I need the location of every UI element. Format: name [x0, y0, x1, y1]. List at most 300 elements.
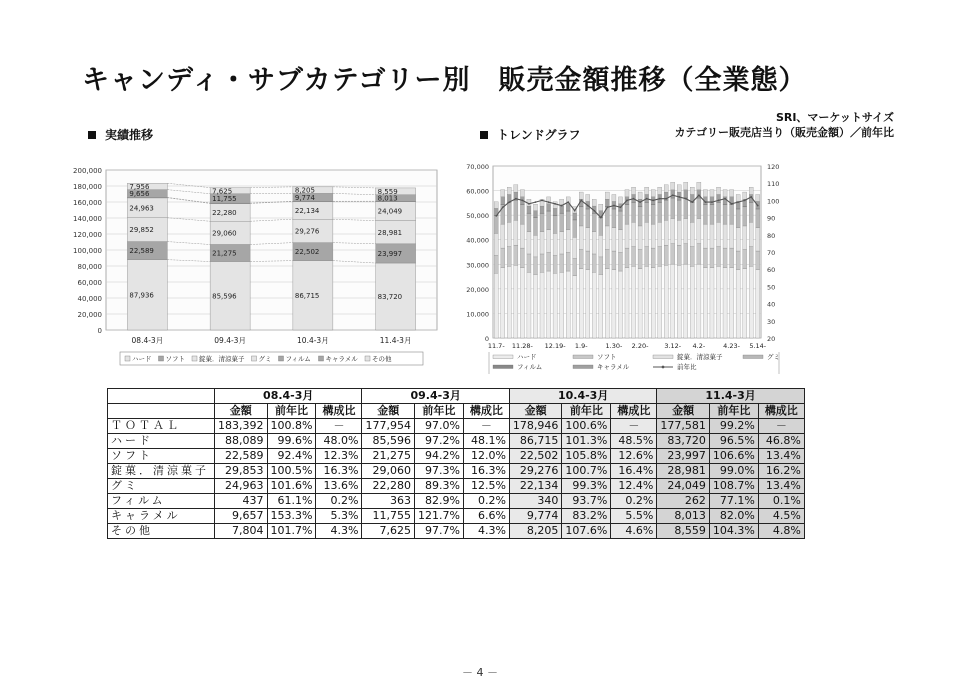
data-label: 22,280 — [212, 208, 237, 217]
trend-bar-segment — [520, 190, 524, 197]
trend-bar-segment — [618, 211, 622, 230]
trend-bar-segment — [658, 266, 662, 338]
yoy-point — [620, 206, 622, 208]
trend-bar-segment — [573, 213, 577, 220]
column-header: 金額 — [657, 404, 710, 419]
trend-bar-segment — [599, 257, 603, 275]
trend-bar-segment — [494, 233, 498, 255]
trend-bar-segment — [677, 185, 681, 192]
trend-bar-segment — [520, 248, 524, 267]
table-cell: 100.6% — [562, 419, 611, 434]
trend-bar-segment — [547, 211, 551, 230]
x-tick-label: 10.4-3月 — [297, 336, 329, 345]
x-tick-label: 11.28- — [511, 342, 533, 350]
trend-bar-segment — [494, 202, 498, 209]
trend-bar-segment — [677, 220, 681, 245]
trend-bar-segment — [547, 271, 551, 338]
trend-bar-segment — [664, 265, 668, 338]
trend-bar-segment — [756, 228, 760, 251]
trend-bar-segment — [658, 187, 662, 194]
yoy-point — [718, 200, 720, 202]
yoy-point — [698, 194, 700, 196]
table-cell: 48.5% — [611, 434, 657, 449]
trend-bar-segment — [684, 190, 688, 198]
table-cell: 4.3% — [316, 524, 362, 539]
trend-bar-segment — [579, 192, 583, 199]
table-cell: － — [316, 419, 362, 434]
x-tick-label: 11.4-3月 — [379, 336, 412, 345]
trend-bar-segment — [638, 207, 642, 226]
trend-bar-segment — [749, 266, 753, 338]
trend-bar-segment — [697, 244, 701, 264]
yoy-point — [613, 205, 615, 207]
trend-bar-segment — [533, 235, 537, 257]
legend-swatch — [653, 355, 673, 359]
legend-swatch — [319, 356, 324, 361]
table-cell: 0.2% — [316, 494, 362, 509]
trend-bar-segment — [527, 232, 531, 254]
yoy-point — [639, 201, 641, 203]
trend-bar-segment — [586, 270, 590, 338]
trend-bar-segment — [592, 272, 596, 338]
trend-bar-segment — [527, 254, 531, 272]
row-label: ＴＯＴＡＬ — [108, 419, 215, 434]
trend-bar-segment — [599, 204, 603, 210]
yoy-point — [515, 198, 517, 200]
table-cell: 12.3% — [316, 449, 362, 464]
table-cell: 61.1% — [267, 494, 316, 509]
y-tick-label: 60,000 — [466, 187, 489, 196]
trend-bar-segment — [671, 264, 675, 338]
trend-bar-segment — [723, 190, 727, 197]
table-cell: 16.2% — [758, 464, 804, 479]
trend-bar-segment — [730, 205, 734, 224]
yoy-point — [587, 205, 589, 207]
yoy-point — [737, 201, 739, 203]
trend-bar-segment — [520, 268, 524, 338]
trend-bar-segment — [527, 213, 531, 231]
data-label: 22,134 — [294, 206, 320, 215]
trend-bar-segment — [507, 266, 511, 338]
trend-bar-segment — [723, 268, 727, 338]
table-cell: 12.0% — [463, 449, 509, 464]
yoy-point — [561, 205, 563, 207]
table-cell: 4.3% — [463, 524, 509, 539]
trend-bar-segment — [632, 247, 636, 267]
legend-label: ソフト — [165, 355, 185, 363]
data-label: 86,715 — [294, 291, 320, 300]
square-bullet-icon — [480, 131, 488, 139]
trend-bar-segment — [579, 269, 583, 338]
trend-bar-segment — [710, 190, 714, 197]
trend-bar-segment — [710, 248, 714, 267]
trend-bar-segment — [638, 269, 642, 338]
x-tick-label: 1.30- — [605, 342, 623, 350]
trend-bar-segment — [664, 185, 668, 192]
trend-bar-segment — [527, 272, 531, 338]
data-label: 29,276 — [294, 227, 320, 236]
trend-bar-segment — [677, 200, 681, 220]
legend-label: グミ — [258, 355, 272, 363]
legend-label: キャラメル — [597, 363, 630, 371]
data-label: 8,559 — [377, 187, 398, 196]
table-cell: 97.2% — [414, 434, 463, 449]
trend-bar-segment — [645, 247, 649, 267]
data-label: 24,963 — [129, 204, 154, 213]
period-header: 10.4-3月 — [509, 389, 656, 404]
column-header: 構成比 — [316, 404, 362, 419]
column-header: 金額 — [362, 404, 415, 419]
y-tick-label: 160,000 — [73, 199, 102, 207]
table-corner-cell — [108, 389, 215, 404]
data-label: 83,720 — [377, 293, 403, 302]
trend-bar-segment — [638, 250, 642, 269]
table-cell: 6.6% — [463, 509, 509, 524]
table-cell: 9,657 — [215, 509, 268, 524]
table-cell: 77.1% — [709, 494, 758, 509]
y-tick-label: 120,000 — [73, 231, 102, 239]
column-header: 金額 — [509, 404, 562, 419]
table-cell: 5.5% — [611, 509, 657, 524]
section-heading-trend — [480, 126, 580, 143]
trend-bar-segment — [520, 224, 524, 248]
trend-bar-segment — [703, 224, 707, 248]
table-cell: 11,755 — [362, 509, 415, 524]
trend-bar-segment — [749, 247, 753, 267]
trend-bar-segment — [632, 202, 636, 222]
table-cell: 99.2% — [709, 419, 758, 434]
trend-bar-segment — [703, 248, 707, 267]
trend-bar-segment — [547, 252, 551, 271]
table-cell: 104.3% — [709, 524, 758, 539]
trend-bar-segment — [671, 244, 675, 264]
table-cell: 4.5% — [758, 509, 804, 524]
trend-bar-segment — [566, 252, 570, 271]
trend-bar-segment — [573, 237, 577, 258]
trend-bar-segment — [612, 194, 616, 201]
table-cell: 340 — [509, 494, 562, 509]
y2-tick-label: 60 — [767, 266, 776, 275]
table-cell: 106.6% — [709, 449, 758, 464]
trend-bar-segment — [514, 220, 518, 245]
legend-swatch — [493, 365, 513, 369]
trend-bar-segment — [736, 270, 740, 338]
trend-bar-segment — [586, 251, 590, 270]
trend-bar-segment — [599, 274, 603, 338]
trend-bar-segment — [592, 213, 596, 231]
trend-bar-segment — [579, 207, 583, 226]
trend-bar-segment — [703, 190, 707, 197]
trend-bar-segment — [743, 226, 747, 250]
section-heading-results — [88, 126, 153, 143]
table-cell: 0.1% — [758, 494, 804, 509]
trend-bar-segment — [560, 272, 564, 338]
legend-label: フィルム — [285, 355, 311, 363]
x-tick-label: 11.7- — [487, 342, 505, 350]
table-cell: 92.4% — [267, 449, 316, 464]
trend-bar-segment — [730, 190, 734, 197]
table-cell: 23,997 — [657, 449, 710, 464]
trend-bar-segment — [553, 233, 557, 255]
trend-bar-segment — [612, 228, 616, 251]
trend-bar-segment — [533, 257, 537, 275]
trend-bar-segment — [605, 192, 609, 199]
trend-bar-segment — [684, 218, 688, 243]
yoy-point — [691, 201, 693, 203]
yoy-point — [574, 210, 576, 212]
table-cell: 16.4% — [611, 464, 657, 479]
yoy-point — [672, 194, 674, 196]
trend-bar-segment — [514, 245, 518, 265]
x-tick-label: 08.4-3月 — [131, 336, 164, 345]
legend-label: ソフト — [597, 353, 617, 361]
row-label: ハード — [108, 434, 215, 449]
yoy-point — [508, 201, 510, 203]
trend-bar-segment — [658, 202, 662, 222]
trend-bar-segment — [716, 222, 720, 246]
trend-bar-segment — [553, 216, 557, 234]
yoy-point — [646, 198, 648, 200]
trend-bar-segment — [494, 273, 498, 338]
trend-bar-segment — [501, 268, 505, 338]
trend-bar-segment — [756, 194, 760, 201]
table-cell: 21,275 — [362, 449, 415, 464]
trend-bar-segment — [658, 247, 662, 267]
trend-bar-segment — [501, 224, 505, 248]
table-cell: 22,589 — [215, 449, 268, 464]
row-label: グミ — [108, 479, 215, 494]
table-cell: 86,715 — [509, 434, 562, 449]
yoy-point — [593, 210, 595, 212]
trend-bar-segment — [736, 228, 740, 251]
data-label: 29,852 — [129, 226, 154, 235]
legend-label: その他 — [372, 355, 392, 363]
table-cell: 100.5% — [267, 464, 316, 479]
trend-bar-segment — [507, 202, 511, 222]
yoy-point — [502, 206, 504, 208]
trend-bar-segment — [756, 270, 760, 338]
trend-bar-segment — [716, 247, 720, 267]
trend-bar-segment — [638, 192, 642, 199]
source-note: SRI、マーケットサイズ — [775, 111, 894, 124]
row-label: その他 — [108, 524, 215, 539]
legend-swatch — [125, 356, 130, 361]
data-label: 23,997 — [377, 250, 403, 259]
table-cell: 96.5% — [709, 434, 758, 449]
trend-bar-segment — [625, 224, 629, 248]
yoy-point — [685, 198, 687, 200]
yoy-point — [678, 196, 680, 198]
yoy-point — [580, 200, 582, 202]
y-tick-label: 70,000 — [466, 163, 489, 171]
trend-bar-segment — [645, 266, 649, 338]
yoy-point — [528, 203, 530, 205]
table-row — [108, 479, 805, 494]
table-cell: － — [611, 419, 657, 434]
data-label: 9,774 — [294, 193, 315, 202]
trend-bar-segment — [540, 232, 544, 254]
legend-label: ハード — [517, 353, 537, 361]
trend-bar-segment — [632, 266, 636, 338]
table-cell: 13.4% — [758, 479, 804, 494]
data-label: 22,502 — [294, 248, 320, 257]
table-cell: 16.3% — [463, 464, 509, 479]
trend-bar-segment — [743, 207, 747, 226]
trend-bar-segment — [716, 266, 720, 338]
trend-bar-segment — [507, 187, 511, 194]
table-cell: 29,060 — [362, 464, 415, 479]
trend-bar-segment — [514, 200, 518, 220]
trend-bar-segment — [684, 244, 688, 264]
table-cell: 28,981 — [657, 464, 710, 479]
trend-bar-segment — [723, 205, 727, 224]
table-row — [108, 509, 805, 524]
trend-bar-segment — [684, 182, 688, 190]
table-cell: 8,205 — [509, 524, 562, 539]
yoy-point — [554, 203, 556, 205]
table-cell: 4.8% — [758, 524, 804, 539]
trend-bar-segment — [690, 266, 694, 338]
table-cell: 107.6% — [562, 524, 611, 539]
table-cell: 100.7% — [562, 464, 611, 479]
trend-bar-segment — [756, 209, 760, 228]
legend-swatch — [159, 356, 164, 361]
yoy-point — [705, 201, 707, 203]
row-label: ソフト — [108, 449, 215, 464]
trend-bar-segment — [618, 271, 622, 338]
trend-bar-segment — [540, 213, 544, 231]
yoy-point — [731, 203, 733, 205]
y-tick-label: 40,000 — [466, 236, 489, 245]
legend-swatch — [365, 356, 370, 361]
trend-bar-segment — [566, 211, 570, 230]
table-cell: 8,559 — [657, 524, 710, 539]
y-tick-label: 40,000 — [77, 295, 102, 303]
table-cell: 82.0% — [709, 509, 758, 524]
table-period-header-row — [108, 389, 805, 404]
y-tick-label: 30,000 — [466, 261, 489, 270]
data-label: 8,013 — [377, 194, 398, 203]
period-header: 11.4-3月 — [657, 389, 804, 404]
source-note-detail: カテゴリー販売店当り（販売金額）／前年比 — [674, 126, 894, 139]
y2-tick-label: 120 — [767, 163, 780, 171]
trend-bar-segment — [599, 235, 603, 257]
y2-tick-label: 100 — [767, 197, 780, 206]
table-cell: 24,049 — [657, 479, 710, 494]
table-cell: 99.3% — [562, 479, 611, 494]
yoy-point — [652, 200, 654, 202]
table-cell: 46.8% — [758, 434, 804, 449]
square-bullet-icon — [88, 131, 96, 139]
y2-tick-label: 70 — [767, 249, 776, 257]
y-tick-label: 60,000 — [77, 279, 102, 287]
trend-bar-segment — [573, 220, 577, 237]
table-cell: 101.3% — [562, 434, 611, 449]
table-column-header-row — [108, 404, 805, 419]
trend-bar-segment — [560, 232, 564, 254]
trend-bar-segment — [507, 247, 511, 267]
table-cell: 0.2% — [463, 494, 509, 509]
x-tick-label: 12.19- — [544, 342, 566, 350]
column-header: 前年比 — [709, 404, 758, 419]
trend-bar-segment — [540, 206, 544, 213]
table-cell: 29,853 — [215, 464, 268, 479]
table-cell: 22,134 — [509, 479, 562, 494]
data-label: 85,596 — [212, 292, 237, 301]
trend-bar-segment — [632, 187, 636, 194]
trend-bar-segment — [730, 224, 734, 248]
trend-bar-segment — [618, 230, 622, 253]
trend-bar-segment — [553, 255, 557, 273]
table-cell: 85,596 — [362, 434, 415, 449]
trend-bar-segment — [658, 222, 662, 246]
table-cell: 178,946 — [509, 419, 562, 434]
trend-bar-segment — [710, 205, 714, 224]
table-cell: 9,774 — [509, 509, 562, 524]
table-cell: 153.3% — [267, 509, 316, 524]
data-label: 29,060 — [212, 229, 237, 238]
legend-swatch — [493, 355, 513, 359]
table-cell: 177,581 — [657, 419, 710, 434]
trend-bar-segment — [501, 190, 505, 197]
x-tick-label: 5.14- — [749, 342, 767, 350]
trend-bar-segment — [710, 268, 714, 338]
data-label: 28,981 — [377, 228, 403, 237]
trend-bar-segment — [677, 265, 681, 338]
column-header: 構成比 — [758, 404, 804, 419]
trend-bar-segment — [703, 268, 707, 338]
x-tick-label: 3.12- — [664, 342, 682, 350]
table-cell: 82.9% — [414, 494, 463, 509]
trend-bar-segment — [645, 202, 649, 222]
data-label: 11,755 — [212, 195, 237, 204]
yoy-point — [724, 198, 726, 200]
trend-bar-segment — [690, 222, 694, 246]
trend-bar-segment — [494, 216, 498, 234]
trend-bar-segment — [599, 218, 603, 236]
trend-bar-segment — [514, 185, 518, 192]
trend-stacked-bar-chart — [455, 158, 800, 376]
table-row — [108, 449, 805, 464]
trend-bar-segment — [651, 224, 655, 248]
trend-bar-segment — [664, 245, 668, 265]
trend-bar-segment — [710, 224, 714, 248]
trend-bar-segment — [651, 248, 655, 267]
table-cell: 22,502 — [509, 449, 562, 464]
trend-bar-segment — [684, 264, 688, 338]
trend-bar-segment — [586, 228, 590, 251]
trend-bar-segment — [743, 250, 747, 269]
data-label: 24,049 — [377, 207, 403, 216]
data-label: 9,656 — [129, 190, 150, 199]
trend-bar-segment — [716, 202, 720, 222]
table-cell: 101.7% — [267, 524, 316, 539]
table-cell: 13.6% — [316, 479, 362, 494]
table-cell: 16.3% — [316, 464, 362, 479]
column-header: 前年比 — [562, 404, 611, 419]
trend-bar-segment — [625, 205, 629, 224]
trend-bar-segment — [730, 268, 734, 338]
table-cell: － — [463, 419, 509, 434]
table-cell: 8,013 — [657, 509, 710, 524]
trend-bar-segment — [625, 190, 629, 197]
trend-bar-segment — [690, 202, 694, 222]
column-header: 前年比 — [414, 404, 463, 419]
column-header: 前年比 — [267, 404, 316, 419]
table-row — [108, 494, 805, 509]
table-row — [108, 464, 805, 479]
trend-bar-segment — [533, 204, 537, 210]
